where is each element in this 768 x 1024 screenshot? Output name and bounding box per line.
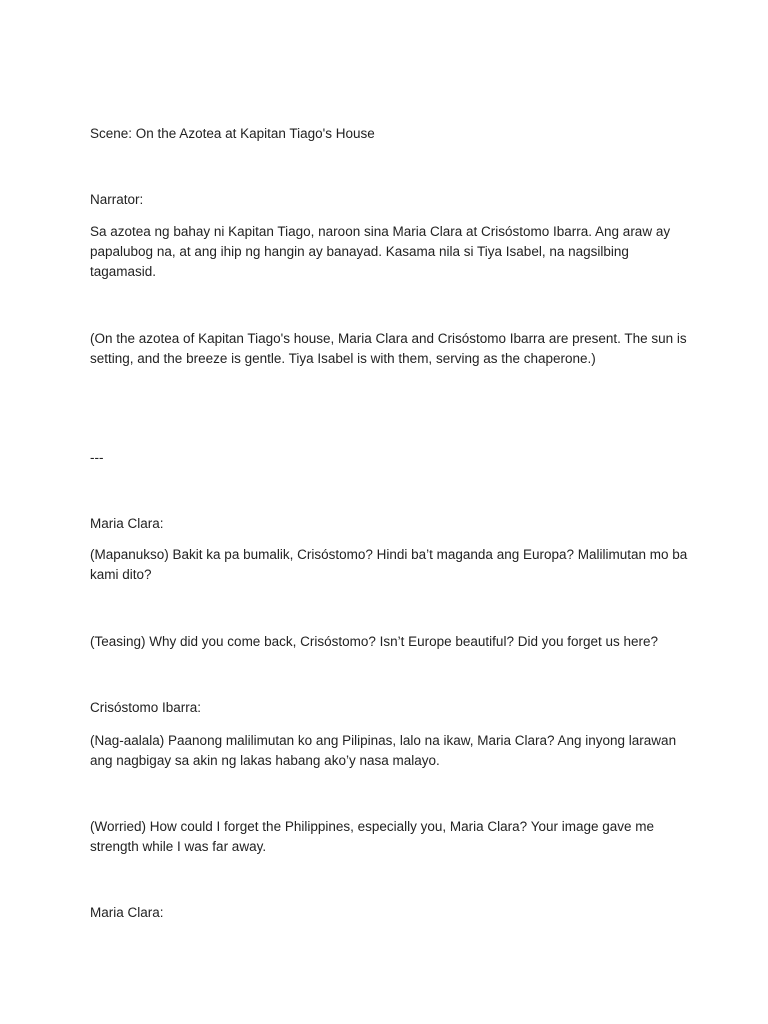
scene-heading: Scene: On the Azotea at Kapitan Tiago's House — [90, 126, 375, 141]
narrator-label: Narrator: — [90, 192, 144, 207]
speaker-maria-clara-1: Maria Clara: — [90, 516, 164, 531]
ibarra-line-1-english: (Worried) How could I forget the Philippines, especially you, Maria Clara? Your image gave me strength while I was far away. — [90, 819, 655, 854]
maria-clara-line-1-tagalog: (Mapanukso) Bakit ka pa bumalik, Crisóstomo? Hindi ba’t maganda ang Europa? Malilimutan mo ba kami dito? — [90, 547, 688, 582]
narrator-tagalog-paragraph: Sa azotea ng bahay ni Kapitan Tiago, naroon sina Maria Clara at Crisóstomo Ibarra. Ang araw ay papalubog na, at ang ihip ng hangin ay banayad. Kasama nila si Tiya Isabel, na nagsilbing tagamasid. — [90, 224, 671, 279]
speaker-crisostomo-ibarra: Crisóstomo Ibarra: — [90, 700, 202, 715]
maria-clara-line-1-english: (Teasing) Why did you come back, Crisóstomo? Isn’t Europe beautiful? Did you forget us here? — [90, 634, 659, 649]
ibarra-line-1-tagalog: (Nag-aalala) Paanong malilimutan ko ang Pilipinas, lalo na ikaw, Maria Clara? Ang inyong larawan ang nagbigay sa akin ng lakas habang ako’y nasa malayo. — [90, 733, 677, 768]
narrator-english-paragraph: (On the azotea of Kapitan Tiago's house, Maria Clara and Crisóstomo Ibarra are present. The sun is setting, and the breeze is gentle. Tiya Isabel is with them, serving as the chaperone.) — [90, 331, 687, 366]
speaker-maria-clara-2: Maria Clara: — [90, 905, 164, 920]
section-separator: --- — [90, 450, 104, 465]
